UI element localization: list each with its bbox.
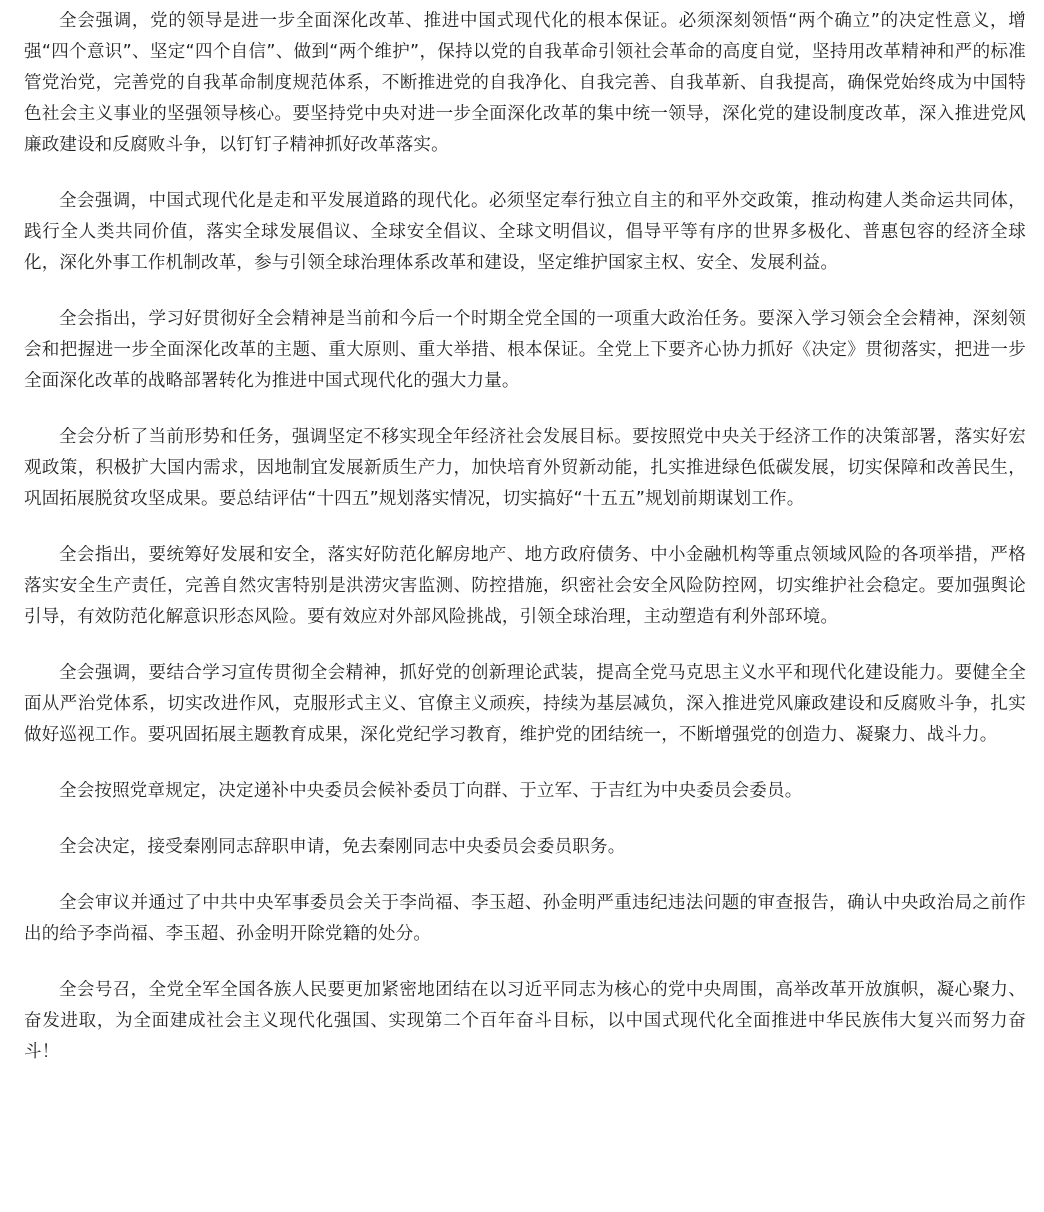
- paragraph-4: 全会分析了当前形势和任务，强调坚定不移实现全年经济社会发展目标。要按照党中央关于经济工作的决策部署，落实好宏观政策，积极扩大国内需求，因地制宜发展新质生产力，加快培育外贸新动能，扎实推进绿色低碳发展，切实保障和改善民生，巩固拓展脱贫攻坚成果。要总结评估“十四五”规划落实情况，切实搞好“十五五”规划前期谋划工作。: [24, 427, 1026, 509]
- paragraph-7: 全会按照党章规定，决定递补中央委员会候补委员丁向群、于立军、于吉红为中央委员会委员。: [59, 781, 803, 801]
- paragraph-1: 全会强调，党的领导是进一步全面深化改革、推进中国式现代化的根本保证。必须深刻领悟“两个确立”的决定性意义，增强“四个意识”、坚定“四个自信”、做到“两个维护”，保持以党的自我革命引领社会革命的高度自觉，坚持用改革精神和严的标准管党治党，完善党的自我革命制度规范体系，不断推进党的自我净化、自我完善、自我革新、自我提高，确保党始终成为中国特色社会主义事业的坚强领导核心。要坚持党中央对进一步全面深化改革的集中统一领导，深化党的建设制度改革，深入推进党风廉政建设和反腐败斗争，以钉钉子精神抓好改革落实。: [24, 11, 1026, 155]
- paragraph-3: 全会指出，学习好贯彻好全会精神是当前和今后一个时期全党全国的一项重大政治任务。要深入学习领会全会精神，深刻领会和把握进一步全面深化改革的主题、重大原则、重大举措、根本保证。全党上下要齐心协力抓好《决定》贯彻落实，把进一步全面深化改革的战略部署转化为推进中国式现代化的强大力量。: [24, 309, 1026, 391]
- paragraph-9: 全会审议并通过了中共中央军事委员会关于李尚福、李玉超、孙金明严重违纪违法问题的审查报告，确认中央政治局之前作出的给予李尚福、李玉超、孙金明开除党籍的处分。: [24, 893, 1026, 944]
- paragraph-5: 全会指出，要统筹好发展和安全，落实好防范化解房地产、地方政府债务、中小金融机构等重点领域风险的各项举措，严格落实安全生产责任，完善自然灾害特别是洪涝灾害监测、防控措施，织密社会安全风险防控网，切实维护社会稳定。要加强舆论引导，有效防范化解意识形态风险。要有效应对外部风险挑战，引领全球治理，主动塑造有利外部环境。: [24, 545, 1026, 627]
- paragraph-8: 全会决定，接受秦刚同志辞职申请，免去秦刚同志中央委员会委员职务。: [59, 837, 626, 857]
- paragraph-2: 全会强调，中国式现代化是走和平发展道路的现代化。必须坚定奉行独立自主的和平外交政策，推动构建人类命运共同体，践行全人类共同价值，落实全球发展倡议、全球安全倡议、全球文明倡议，倡导平等有序的世界多极化、普惠包容的经济全球化，深化外事工作机制改革，参与引领全球治理体系改革和建设，坚定维护国家主权、安全、发展利益。: [24, 191, 1026, 273]
- paragraph-6: 全会强调，要结合学习宣传贯彻全会精神，抓好党的创新理论武装，提高全党马克思主义水平和现代化建设能力。要健全全面从严治党体系，切实改进作风，克服形式主义、官僚主义顽疾，持续为基层减负，深入推进党风廉政建设和反腐败斗争，扎实做好巡视工作。要巩固拓展主题教育成果，深化党纪学习教育，维护党的团结统一，不断增强党的创造力、凝聚力、战斗力。: [24, 663, 1026, 745]
- paragraph-10: 全会号召，全党全军全国各族人民要更加紧密地团结在以习近平同志为核心的党中央周围，高举改革开放旗帜，凝心聚力、奋发进取，为全面建成社会主义现代化强国、实现第二个百年奋斗目标，以中国式现代化全面推进中华民族伟大复兴而努力奋斗！: [24, 980, 1026, 1062]
